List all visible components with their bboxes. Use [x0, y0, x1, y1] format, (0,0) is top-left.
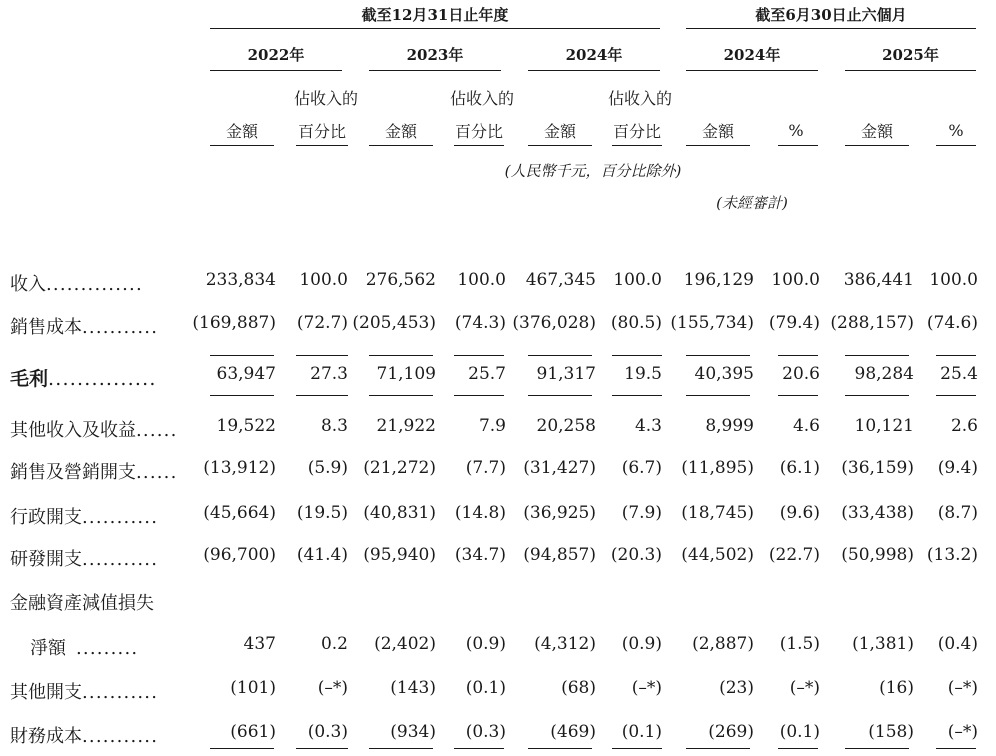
- cell-amount-2022: (96,700): [203, 545, 276, 565]
- cell-amount-2024: (469): [550, 722, 596, 742]
- cell-amount-2024: (31,427): [523, 458, 596, 478]
- row-leader-dots: ......: [136, 462, 178, 483]
- cell-amount-2022: 233,834: [205, 270, 276, 290]
- cell-pct-2024: (7.9): [621, 503, 662, 523]
- row-label-text: 金融資產減值損失: [10, 593, 154, 614]
- cell-pct-2022: 8.3: [320, 416, 348, 436]
- row-leader-dots: ...........: [82, 507, 159, 528]
- row-label-revenue: [10, 270, 143, 296]
- cell-pct-2024h: 4.6: [792, 416, 820, 436]
- cell-amount-2024h: (23): [719, 678, 754, 698]
- year-2024-half-header: 2024年: [723, 46, 781, 64]
- cell-pct-2024h: 20.6: [782, 364, 820, 384]
- row-label-text: 研發開支: [10, 549, 82, 570]
- row-leader-dots: ......: [136, 420, 178, 441]
- row-label-text: 銷售成本: [10, 317, 82, 338]
- subtotal-rule: [686, 355, 750, 356]
- cell-amount-2024h: (11,895): [681, 458, 754, 478]
- col-amount-2022: 金額: [225, 122, 258, 141]
- row-label-text: 行政開支: [10, 507, 82, 528]
- cell-amount-2024: 467,345: [525, 270, 596, 290]
- year-2023-rule: [369, 70, 501, 71]
- cell-amount-2025h: (288,157): [830, 313, 914, 333]
- cell-pct-2025h: 100.0: [929, 270, 978, 290]
- subtotal-rule: [210, 355, 274, 356]
- cell-amount-2024: (376,028): [512, 313, 596, 333]
- row-label-text: 收入: [10, 274, 46, 295]
- cell-amount-2024: (68): [561, 678, 596, 698]
- cell-amount-2022: (661): [230, 722, 276, 742]
- cell-amount-2023: (2,402): [374, 634, 436, 654]
- subtotal-rule: [454, 355, 504, 356]
- period-annual-header: 截至12月31日止年度: [361, 6, 509, 24]
- cell-pct-2024h: (0.1): [779, 722, 820, 742]
- year-2025-half-header: 2025年: [882, 46, 939, 64]
- gross-profit-rule: [686, 395, 750, 396]
- subtotal-rule: [296, 355, 348, 356]
- cell-amount-2022: 63,947: [216, 364, 276, 384]
- col-pct-2024-rule: [612, 145, 662, 146]
- subtotal-rule: [612, 355, 662, 356]
- unaudited-note: (未經審計): [716, 194, 788, 212]
- cell-pct-2025h: (13.2): [926, 545, 978, 565]
- gross-profit-rule: [936, 395, 976, 396]
- row-leader-dots: ...............: [48, 368, 157, 390]
- cell-amount-2023: 276,562: [365, 270, 436, 290]
- cell-amount-2024h: (155,734): [670, 313, 754, 333]
- unit-note: (人民幣千元，百分比除外): [504, 162, 682, 180]
- period-six-month-header: 截至6月30日止六個月: [755, 6, 907, 24]
- row-label-selling-expenses: [10, 458, 178, 484]
- row-label-finance-costs: [10, 722, 158, 748]
- col-amount-2025h: 金額: [860, 122, 893, 141]
- total-rule: [778, 748, 818, 749]
- row-label-text: 淨額: [30, 638, 66, 659]
- total-rule: [369, 748, 433, 749]
- period-annual-rule: [210, 28, 660, 29]
- col-pct-sym-2024h-rule: [778, 145, 818, 146]
- subtotal-rule: [778, 355, 818, 356]
- subtotal-rule: [528, 355, 592, 356]
- year-2024-rule: [528, 70, 660, 71]
- cell-amount-2025h: (36,159): [841, 458, 914, 478]
- cell-pct-2025h: (8.7): [937, 503, 978, 523]
- cell-pct-2022: (5.9): [307, 458, 348, 478]
- cell-pct-2024: 100.0: [613, 270, 662, 290]
- total-rule: [296, 748, 348, 749]
- row-label-text: 銷售及營銷開支: [10, 462, 136, 483]
- year-2025-half-rule: [845, 70, 976, 71]
- cell-amount-2025h: (16): [879, 678, 914, 698]
- cell-pct-2022: (41.4): [296, 545, 348, 565]
- cell-pct-2025h: (–*): [947, 678, 978, 698]
- cell-pct-2024: (20.3): [610, 545, 662, 565]
- cell-amount-2024h: (18,745): [681, 503, 754, 523]
- cell-amount-2022: 19,522: [216, 416, 276, 436]
- row-leader-dots: .........: [76, 638, 139, 659]
- row-label-other-income: [10, 416, 178, 442]
- gross-profit-rule: [778, 395, 818, 396]
- cell-amount-2022: (169,887): [192, 313, 276, 333]
- cell-pct-2023: (0.1): [465, 678, 506, 698]
- cell-pct-2022: (0.3): [307, 722, 348, 742]
- cell-amount-2024h: 196,129: [683, 270, 754, 290]
- total-rule: [686, 748, 750, 749]
- cell-pct-2023: (0.9): [465, 634, 506, 654]
- cell-pct-2025h: (74.6): [926, 313, 978, 333]
- row-label-rnd-expenses: [10, 545, 158, 571]
- total-rule: [528, 748, 592, 749]
- row-label-text: 其他開支: [10, 682, 82, 703]
- cell-amount-2024: 91,317: [536, 364, 596, 384]
- cell-amount-2025h: (1,381): [852, 634, 914, 654]
- col-pct-sym-2025h-rule: [936, 145, 976, 146]
- row-label-impairment: [10, 589, 154, 615]
- cell-pct-2025h: 2.6: [950, 416, 978, 436]
- cell-amount-2024: 20,258: [536, 416, 596, 436]
- col-pct-2023-rule: [454, 145, 504, 146]
- cell-pct-2024h: 100.0: [771, 270, 820, 290]
- cell-pct-2024h: (22.7): [768, 545, 820, 565]
- gross-profit-rule: [528, 395, 592, 396]
- row-leader-dots: ...........: [82, 549, 159, 570]
- cell-amount-2023: (143): [390, 678, 436, 698]
- cell-pct-2025h: 25.4: [940, 364, 978, 384]
- cell-amount-2024: (4,312): [534, 634, 596, 654]
- cell-amount-2024h: 40,395: [694, 364, 754, 384]
- row-label-other-expenses: [10, 678, 158, 704]
- cell-amount-2025h: 98,284: [854, 364, 914, 384]
- cell-amount-2023: (205,453): [352, 313, 436, 333]
- row-label-text: 其他收入及收益: [10, 420, 136, 441]
- cell-amount-2023: 21,922: [376, 416, 436, 436]
- col-pct-2022-rule: [296, 145, 348, 146]
- cell-pct-2025h: (9.4): [937, 458, 978, 478]
- col-pct-2023-l2: 百分比: [454, 122, 503, 141]
- cell-pct-2023: (74.3): [454, 313, 506, 333]
- cell-amount-2024h: (2,887): [692, 634, 754, 654]
- row-leader-dots: ..............: [46, 274, 143, 295]
- cell-amount-2023: (21,272): [363, 458, 436, 478]
- gross-profit-rule: [369, 395, 433, 396]
- total-rule: [454, 748, 504, 749]
- cell-pct-2022: (19.5): [296, 503, 348, 523]
- row-label-gross-profit: [10, 364, 157, 391]
- cell-pct-2023: (14.8): [454, 503, 506, 523]
- row-label-cost-of-sales: [10, 313, 158, 339]
- gross-profit-rule: [845, 395, 909, 396]
- cell-amount-2025h: 10,121: [854, 416, 914, 436]
- subtotal-rule: [845, 355, 909, 356]
- cell-amount-2023: (95,940): [363, 545, 436, 565]
- cell-amount-2024h: (44,502): [681, 545, 754, 565]
- total-rule: [845, 748, 909, 749]
- cell-amount-2024: (36,925): [523, 503, 596, 523]
- col-pct-2024-l1: 佔收入的: [608, 89, 673, 108]
- cell-pct-2022: 100.0: [299, 270, 348, 290]
- col-pct-2022-l1: 佔收入的: [294, 89, 359, 108]
- gross-profit-rule: [296, 395, 348, 396]
- subtotal-rule: [369, 355, 433, 356]
- cell-pct-2024h: (6.1): [779, 458, 820, 478]
- cell-amount-2024h: 8,999: [705, 416, 754, 436]
- col-amount-2022-rule: [210, 145, 274, 146]
- cell-pct-2024: 4.3: [634, 416, 662, 436]
- cell-amount-2022: (101): [230, 678, 276, 698]
- cell-pct-2023: 7.9: [478, 416, 506, 436]
- cell-pct-2024h: (9.6): [779, 503, 820, 523]
- cell-pct-2024h: (79.4): [768, 313, 820, 333]
- cell-pct-2023: 100.0: [457, 270, 506, 290]
- year-2022-header: 2022年: [247, 46, 305, 64]
- gross-profit-rule: [454, 395, 504, 396]
- cell-pct-2024: (0.9): [621, 634, 662, 654]
- cell-pct-2024: 19.5: [624, 364, 662, 384]
- year-2022-rule: [210, 70, 342, 71]
- cell-amount-2022: (13,912): [203, 458, 276, 478]
- col-amount-2024-rule: [528, 145, 592, 146]
- col-pct-sym-2024h: %: [788, 121, 804, 140]
- cell-amount-2024: (94,857): [523, 545, 596, 565]
- cell-pct-2022: (72.7): [296, 313, 348, 333]
- cell-pct-2025h: (0.4): [937, 634, 978, 654]
- col-pct-2022-l2: 百分比: [297, 122, 346, 141]
- total-rule: [612, 748, 662, 749]
- cell-pct-2024: (–*): [631, 678, 662, 698]
- cell-pct-2024: (6.7): [621, 458, 662, 478]
- col-pct-2024-l2: 百分比: [612, 122, 661, 141]
- total-rule: [936, 748, 976, 749]
- gross-profit-rule: [210, 395, 274, 396]
- cell-amount-2025h: 386,441: [843, 270, 914, 290]
- period-six-month-rule: [686, 28, 976, 29]
- row-leader-dots: ...........: [82, 682, 159, 703]
- cell-amount-2025h: (33,438): [841, 503, 914, 523]
- cell-amount-2022: 437: [243, 634, 276, 654]
- row-leader-dots: ...........: [82, 317, 159, 338]
- year-2024-half-rule: [686, 70, 818, 71]
- col-amount-2024h-rule: [686, 145, 750, 146]
- cell-pct-2024h: (1.5): [779, 634, 820, 654]
- cell-amount-2022: (45,664): [203, 503, 276, 523]
- col-amount-2024: 金額: [543, 122, 576, 141]
- cell-pct-2022: (–*): [317, 678, 348, 698]
- cell-amount-2023: (40,831): [363, 503, 436, 523]
- row-label-text: 毛利: [10, 368, 49, 390]
- cell-pct-2022: 27.3: [310, 364, 348, 384]
- cell-pct-2023: (0.3): [465, 722, 506, 742]
- total-rule: [210, 748, 274, 749]
- cell-amount-2024h: (269): [708, 722, 754, 742]
- col-pct-sym-2025h: %: [948, 121, 964, 140]
- cell-pct-2024: (0.1): [621, 722, 662, 742]
- col-amount-2023: 金額: [384, 122, 417, 141]
- cell-pct-2023: (7.7): [465, 458, 506, 478]
- col-amount-2023-rule: [369, 145, 433, 146]
- row-leader-dots: ...........: [82, 726, 159, 747]
- cell-pct-2024h: (–*): [789, 678, 820, 698]
- row-label-admin-expenses: [10, 503, 158, 529]
- cell-pct-2022: 0.2: [320, 634, 348, 654]
- year-2023-header: 2023年: [406, 46, 464, 64]
- cell-pct-2023: 25.7: [468, 364, 506, 384]
- cell-amount-2025h: (158): [868, 722, 914, 742]
- year-2024-header: 2024年: [565, 46, 623, 64]
- col-pct-2023-l1: 佔收入的: [450, 89, 515, 108]
- row-label-impairment-net: [30, 634, 138, 660]
- row-label-text: 財務成本: [10, 726, 82, 747]
- cell-amount-2023: 71,109: [376, 364, 436, 384]
- cell-amount-2025h: (50,998): [841, 545, 914, 565]
- cell-pct-2025h: (–*): [947, 722, 978, 742]
- cell-amount-2023: (934): [390, 722, 436, 742]
- col-amount-2024h: 金額: [701, 122, 734, 141]
- cell-pct-2023: (34.7): [454, 545, 506, 565]
- col-amount-2025h-rule: [845, 145, 909, 146]
- gross-profit-rule: [612, 395, 662, 396]
- cell-pct-2024: (80.5): [610, 313, 662, 333]
- subtotal-rule: [936, 355, 976, 356]
